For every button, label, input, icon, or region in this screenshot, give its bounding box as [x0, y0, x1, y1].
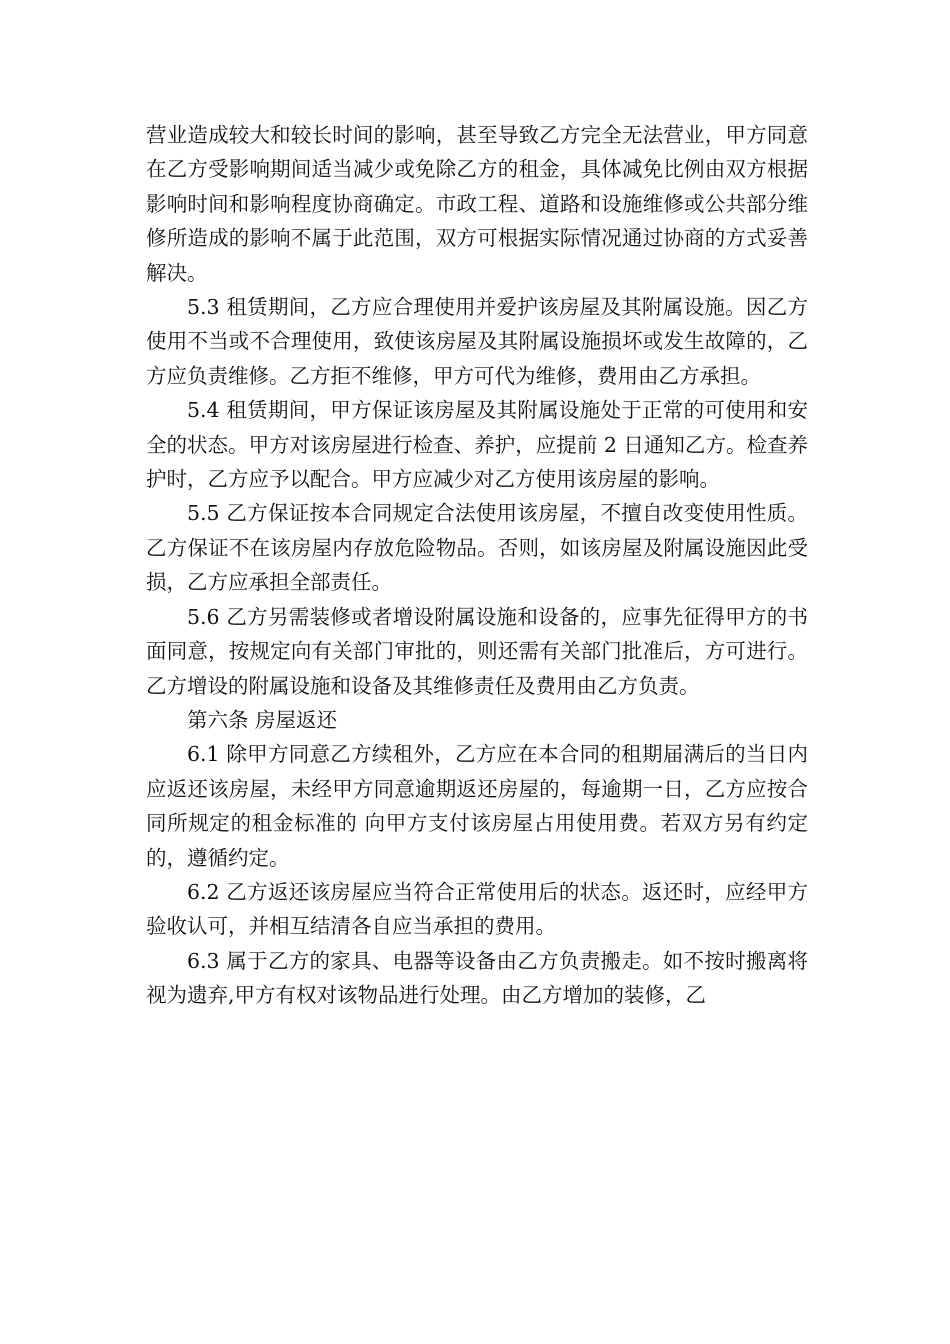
- paragraph-6-3: 6.3 属于乙方的家具、电器等设备由乙方负责搬走。如不按时搬离将视为遗弃,甲方有权对该物品进行处理。由乙方增加的装修，乙: [146, 948, 808, 1008]
- paragraph-5-4: 5.4 租赁期间，甲方保证该房屋及其附属设施处于正常的可使用和安全的状态。甲方对该房屋进行检查、养护，应提前 2 日通知乙方。检查养护时，乙方应予以配合。甲方应减少对乙方使用该房屋的影响。: [146, 398, 808, 492]
- paragraph-rent-reduction-continued: 营业造成较大和较长时间的影响，甚至导致乙方完全无法营业，甲方同意在乙方受影响期间适当减少或免除乙方的租金，具体减免比例由双方根据影响时间和影响程度协商确定。市政工程、道路和设施维修或公共部分维修所造成的影响不属于此范围，双方可根据实际情况通过协商的方式妥善解决。: [146, 123, 808, 285]
- paragraph-5-5: 5.5 乙方保证按本合同规定合法使用该房屋，不擅自改变使用性质。乙方保证不在该房屋内存放危险物品。否则，如该房屋及附属设施因此受损，乙方应承担全部责任。: [146, 501, 808, 595]
- document-body: [146, 118, 808, 1013]
- paragraph-5-3: 5.3 租赁期间，乙方应合理使用并爱护该房屋及其附属设施。因乙方使用不当或不合理使用，致使该房屋及其附属设施损坏或发生故障的，乙方应负责维修。乙方拒不维修，甲方可代为维修，费用由乙方承担。: [146, 295, 808, 388]
- paragraph-6-1: 6.1 除甲方同意乙方续租外，乙方应在本合同的租期届满后的当日内应返还该房屋，未经甲方同意逾期返还房屋的，每逾期一日，乙方应按合同所规定的租金标准的 向甲方支付该房屋占用使用费。若双方另有约定的，遵循约定。: [146, 742, 808, 870]
- section-heading-6: 第六条 房屋返还: [187, 707, 338, 732]
- paragraph-5-6: 5.6 乙方另需装修或者增设附属设施和设备的，应事先征得甲方的书面同意，按规定向有关部门审批的，则还需有关部门批准后，方可进行。乙方增设的附属设施和设备及其维修责任及费用由乙方负责。: [146, 604, 808, 698]
- paragraph-6-2: 6.2 乙方返还该房屋应当符合正常使用后的状态。返还时，应经甲方验收认可，并相互结清各自应当承担的费用。: [146, 879, 808, 939]
